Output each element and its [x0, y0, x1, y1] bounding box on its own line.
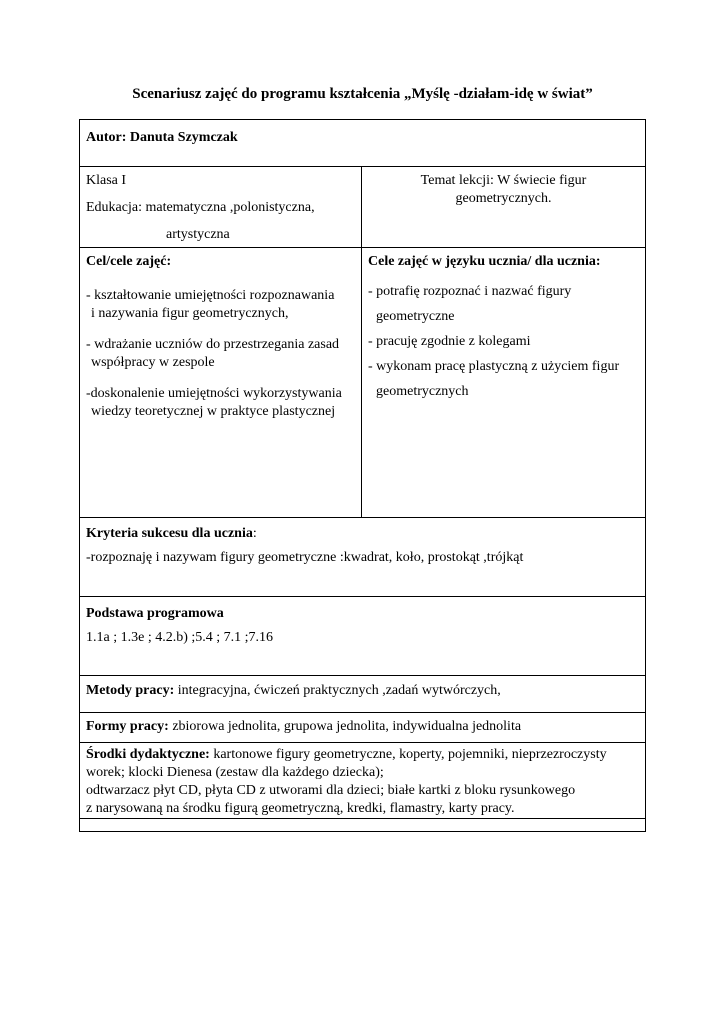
methods-row — [80, 676, 646, 713]
goal-item-continued: współpracy w zespole — [91, 355, 215, 370]
curriculum-heading: Podstawa programowa — [86, 606, 224, 621]
forms-label: Formy pracy: — [86, 719, 169, 734]
class-topic-row — [80, 167, 646, 248]
education-type: Edukacja: matematyczna ,polonistyczna, — [86, 200, 315, 215]
student-goal-item: - pracuję zgodnie z kolegami — [368, 334, 531, 349]
forms-row — [80, 713, 646, 743]
success-criteria-colon: : — [252, 526, 257, 541]
teaching-aids-text: kartonowe figury geometryczne, koperty, pojemniki, nieprzezroczysty — [209, 747, 607, 762]
student-goal-item: - wykonam pracę plastyczną z użyciem figur — [368, 359, 620, 374]
empty-row — [80, 819, 646, 832]
goal-item: - wdrażanie uczniów do przestrzegania zasad — [86, 337, 340, 352]
student-goals-heading: Cele zajęć w języku ucznia/ dla ucznia: — [368, 254, 601, 269]
teaching-aids-label: Środki dydaktyczne: — [86, 747, 210, 762]
student-goal-item-continued: geometryczne — [376, 309, 455, 324]
author: Autor: Danuta Szymczak — [86, 130, 238, 145]
teaching-aids-text: worek; klocki Dienesa (zestaw dla każdego dziecka); — [86, 765, 384, 780]
methods-label: Metody pracy: — [86, 683, 175, 698]
goal-item-continued: wiedzy teoretycznej w praktyce plastycznej — [91, 404, 336, 419]
goals-heading: Cel/cele zajęć: — [86, 254, 172, 269]
education-type-continued: artystyczna — [166, 227, 230, 242]
document-title: Scenariusz zajęć do programu kształcenia „Myślę -działam-idę w świat” — [132, 86, 593, 102]
student-goal-item: - potrafię rozpoznać i nazwać figury — [368, 284, 572, 299]
lesson-plan-table — [79, 119, 646, 832]
curriculum-codes: 1.1a ; 1.3e ; 4.2.b) ;5.4 ; 7.1 ;7.16 — [86, 630, 274, 645]
curriculum-row — [80, 597, 646, 676]
goal-item: - kształtowanie umiejętności rozpoznawania — [86, 288, 335, 303]
author-row — [80, 120, 646, 167]
lesson-topic-continued: geometrycznych. — [455, 191, 552, 206]
lesson-topic: Temat lekcji: W świecie figur — [420, 173, 587, 188]
teaching-aids-text: z narysowaną na środku figurą geometryczną, kredki, flamastry, karty pracy. — [86, 801, 515, 816]
success-criteria-row — [80, 518, 646, 597]
teaching-aids-text: odtwarzacz płyt CD, płyta CD z utworami dla dzieci; białe kartki z bloku rysunkowego — [86, 783, 576, 798]
goal-item-continued: i nazywania figur geometrycznych, — [91, 306, 289, 321]
success-criteria-heading: Kryteria sukcesu dla ucznia — [86, 526, 253, 541]
teaching-aids-row — [80, 743, 646, 819]
forms-text: zbiorowa jednolita, grupowa jednolita, indywidualna jednolita — [168, 719, 522, 734]
goals-row — [80, 248, 646, 518]
methods-text: integracyjna, ćwiczeń praktycznych ,zadań wytwórczych, — [174, 683, 501, 698]
success-criteria-text: -rozpoznaję i nazywam figury geometryczne :kwadrat, koło, prostokąt ,trójkąt — [86, 550, 524, 565]
goal-item: -doskonalenie umiejętności wykorzystywania — [86, 386, 342, 401]
student-goal-item-continued: geometrycznych — [376, 384, 469, 399]
class-level: Klasa I — [86, 173, 127, 188]
